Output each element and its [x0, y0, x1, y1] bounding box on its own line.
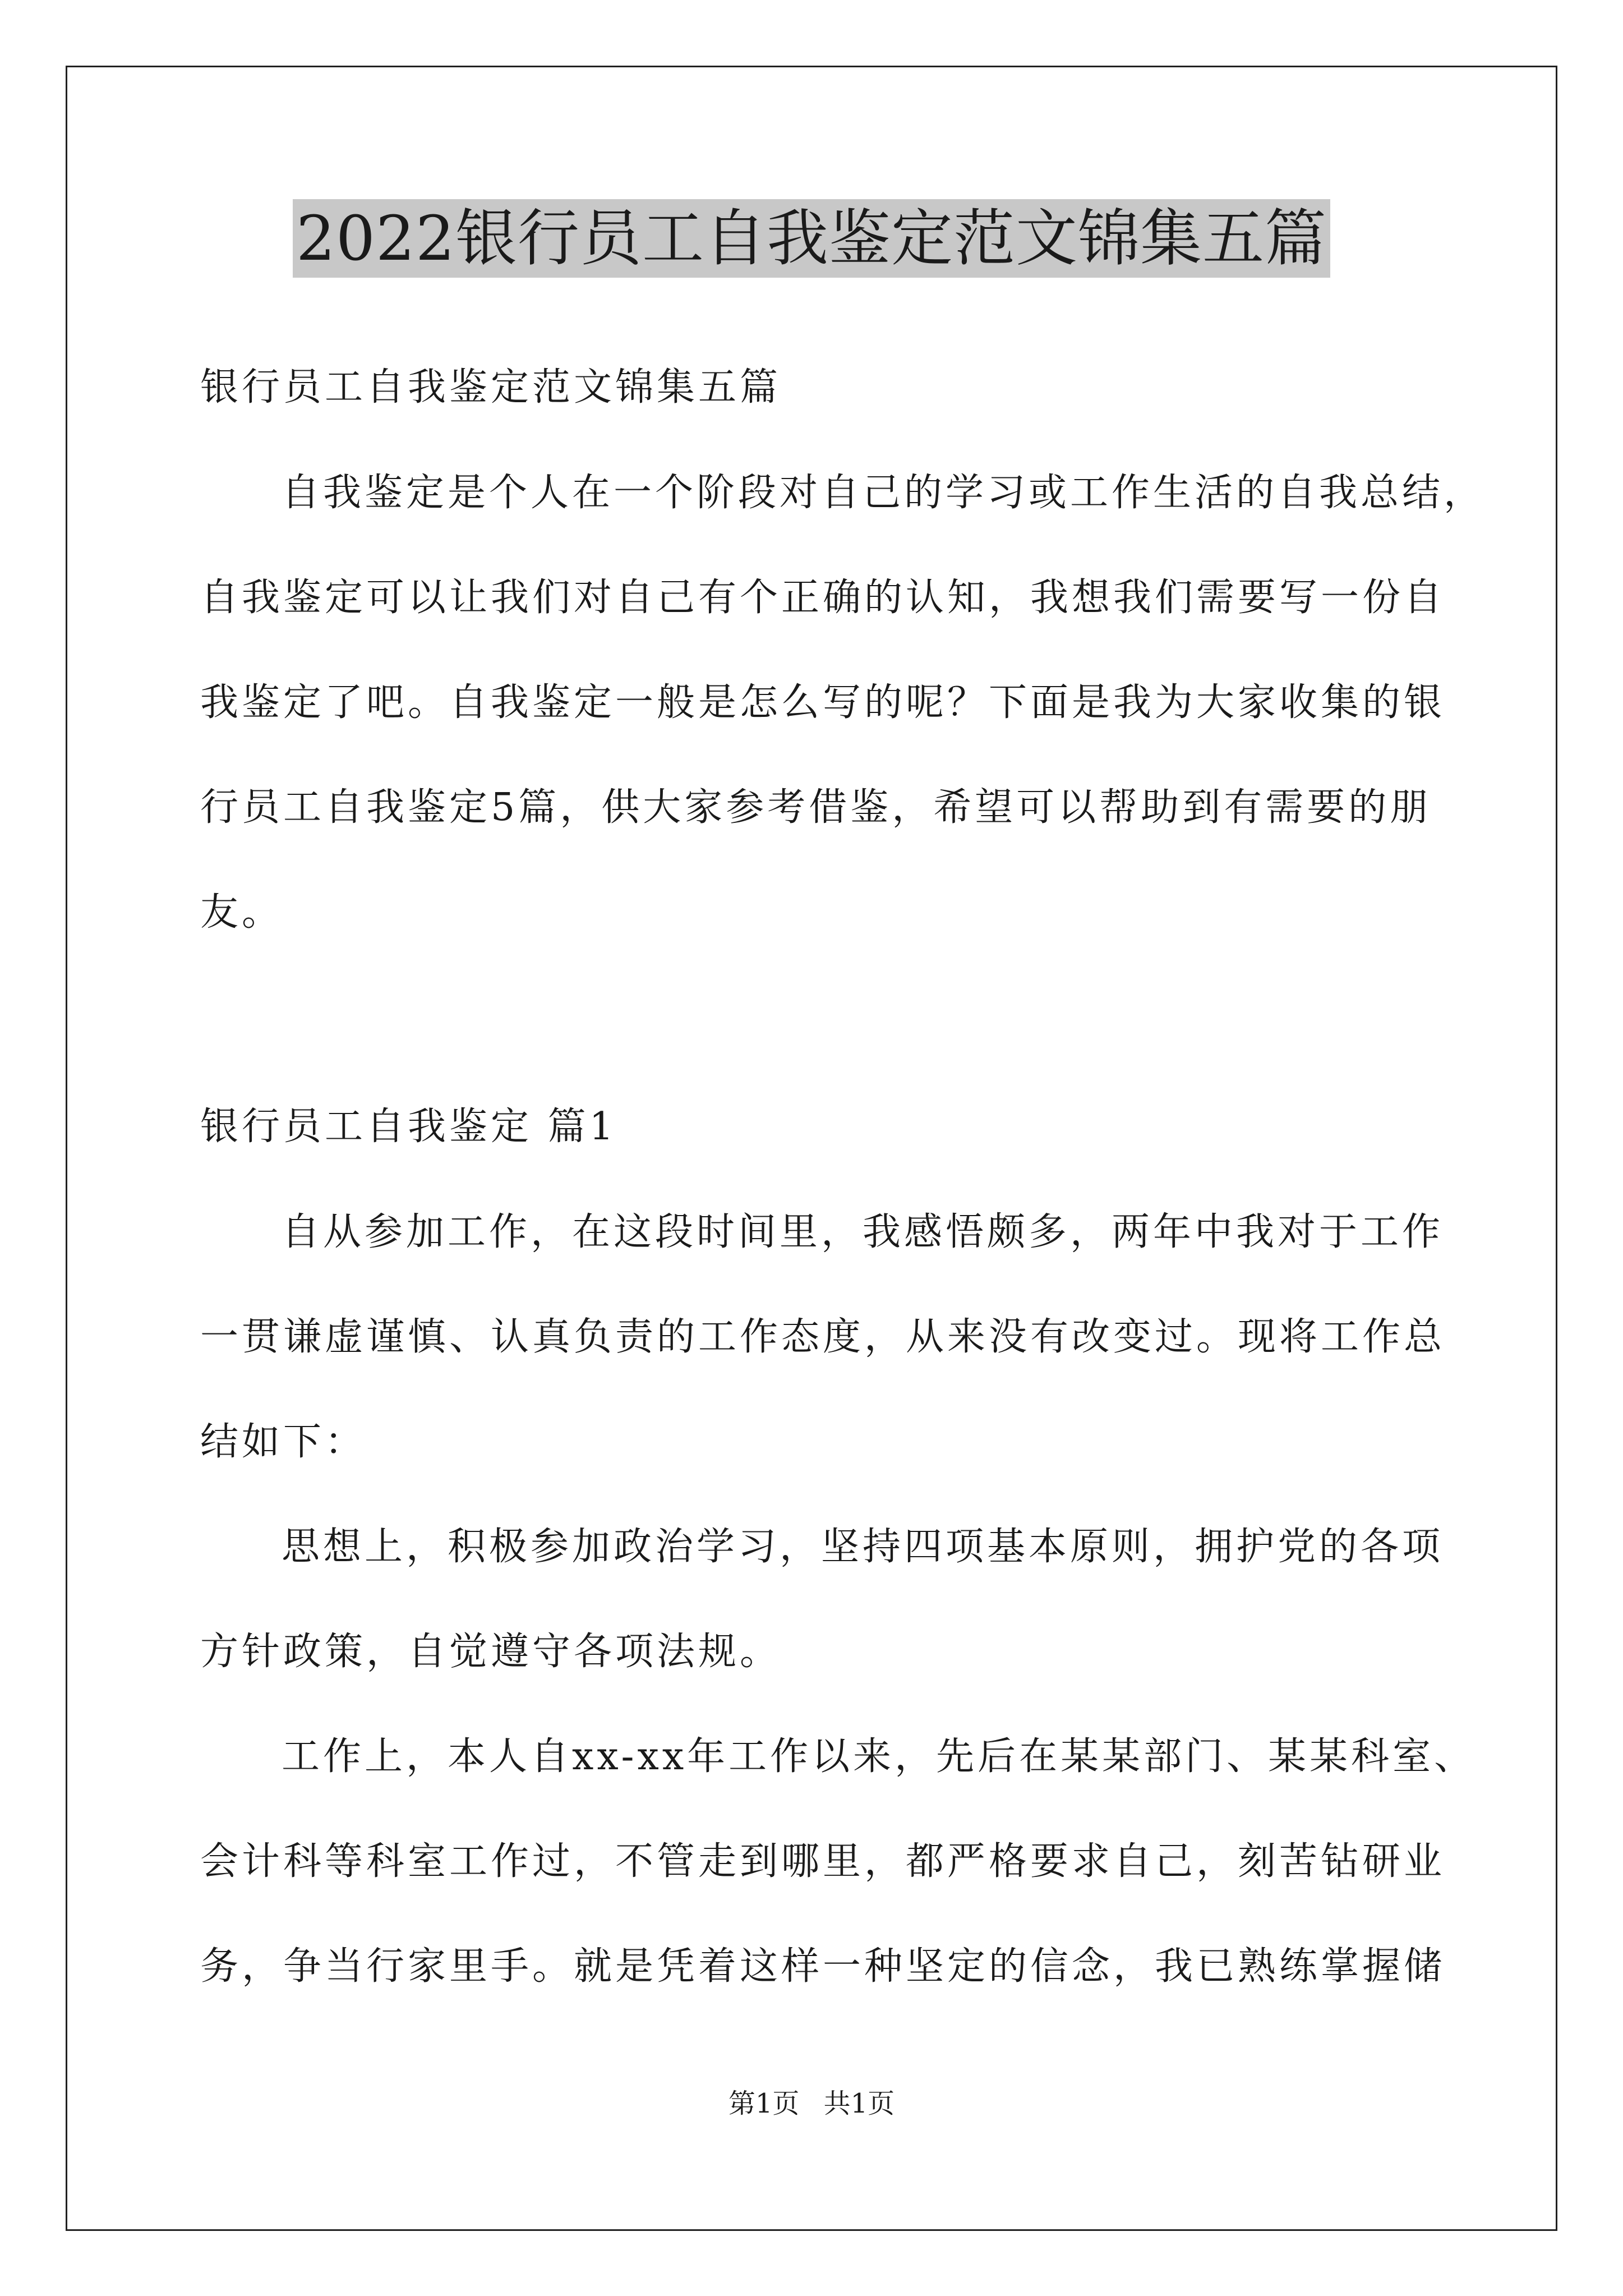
paragraph-line: 思想上，积极参加政治学习，坚持四项基本原则，拥护党的各项 [282, 1525, 1444, 1569]
document-subtitle: 银行员工自我鉴定范文锦集五篇 [200, 365, 782, 409]
paragraph-line: 一贯谦虚谨慎、认真负责的工作态度，从来没有改变过。现将工作总 [200, 1315, 1446, 1359]
paragraph-line: 会计科等科室工作过，不管走到哪里，都严格要求自己，刻苦钻研业 [200, 1839, 1446, 1884]
paragraph-line: 我鉴定了吧。自我鉴定一般是怎么写的呢？下面是我为大家收集的银 [200, 680, 1446, 725]
paragraph-line: 行员工自我鉴定5篇，供大家参考借鉴，希望可以帮助到有需要的朋 [200, 785, 1432, 830]
paragraph-line: 方针政策，自觉遵守各项法规。 [200, 1630, 782, 1674]
paragraph-line: 友。 [200, 890, 284, 935]
section-heading: 银行员工自我鉴定 篇1 [200, 1105, 617, 1149]
title-container [0, 199, 1623, 278]
paragraph-line: 自我鉴定是个人在一个阶段对自己的学习或工作生活的自我总结， [282, 471, 1486, 515]
page-footer [0, 2087, 1623, 2120]
paragraph-line: 工作上，本人自xx-xx年工作以来，先后在某某部门、某某科室、 [282, 1734, 1476, 1779]
page-total: 共1页 [823, 2088, 895, 2119]
page-number: 第1页 [728, 2088, 800, 2119]
paragraph-line: 结如下： [200, 1420, 367, 1464]
document-title: 2022银行员工自我鉴定范文锦集五篇 [293, 199, 1330, 278]
paragraph-line: 自我鉴定可以让我们对自己有个正确的认知，我想我们需要写一份自 [200, 576, 1446, 620]
paragraph-line: 务，争当行家里手。就是凭着这样一种坚定的信念，我已熟练掌握储 [200, 1944, 1446, 1989]
paragraph-line: 自从参加工作，在这段时间里，我感悟颇多，两年中我对于工作 [282, 1210, 1444, 1254]
